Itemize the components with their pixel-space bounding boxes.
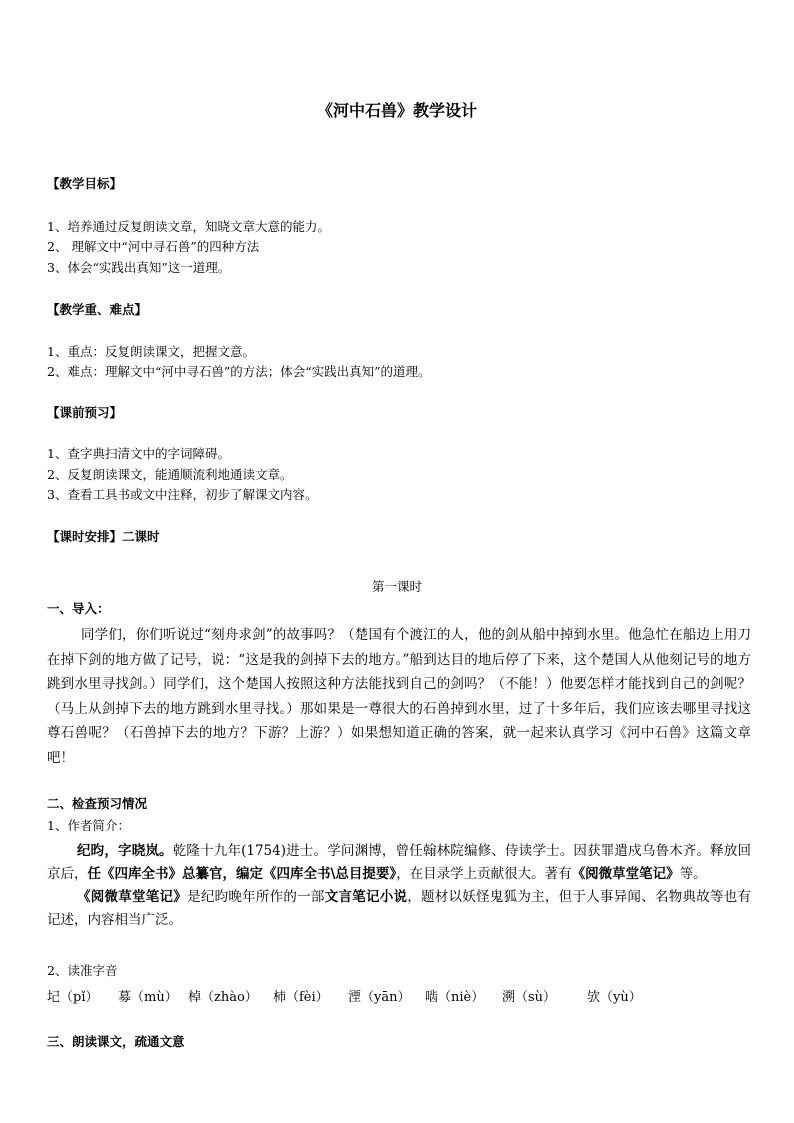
author-paragraph-2 <box>47 886 751 932</box>
key-points-heading: 【教学重、难点】 <box>47 302 148 317</box>
pinyin-item-2: 募（mù） <box>118 990 178 1005</box>
pinyin-item-1: 圮（pǐ） <box>47 990 99 1005</box>
author-label: 1、作者简介： <box>47 818 130 833</box>
pinyin-item-6: 啮（niè） <box>425 990 485 1005</box>
key-points-item-1: 1、重点：反复朗读课文，把握文意。 <box>47 344 255 359</box>
pinyin-item-3: 棹（zhào） <box>188 990 258 1005</box>
book-genre: 文言笔记小说 <box>324 889 408 905</box>
book-text-a: 是纪昀晚年所作的一部 <box>187 889 325 905</box>
pinyin-item-7: 溯（sù） <box>502 990 557 1005</box>
author-text-a: 乾隆十九年(1754)进士。学问渊博，曾任翰林院编修、侍读学士。因获罪遣戍乌鲁木齐。释放回京后， <box>47 843 751 882</box>
pinyin-item-5: 湮（yān） <box>348 990 411 1005</box>
intro-heading: 一、导入： <box>47 601 110 616</box>
author-bold-a: 任《四库全书》总纂官，编定《四库全书\总目提要》 <box>87 866 397 882</box>
pinyin-label: 2、读准字音 <box>47 963 118 978</box>
goals-item-2: 2、 理解文中“河中寻石兽”的四种方法 <box>47 239 260 254</box>
author-text-c: 等。 <box>679 866 707 882</box>
preview-item-3: 3、查看工具书或文中注释，初步了解课文内容。 <box>47 487 318 502</box>
goals-item-3: 3、体会“实践出真知”这一道理。 <box>47 260 231 275</box>
schedule-heading: 【课时安排】二课时 <box>47 529 160 544</box>
reading-heading: 三、朗读课文，疏通文意 <box>47 1034 185 1049</box>
pinyin-item-8: 欤（yù） <box>587 990 642 1005</box>
author-paragraph-1 <box>47 840 751 886</box>
check-heading: 二、检查预习情况 <box>47 796 148 811</box>
author-name: 纪昀，字晓岚。 <box>77 843 173 859</box>
preview-item-2: 2、反复朗读课文，能通顺流利地通读文章。 <box>47 467 293 482</box>
intro-paragraph: 同学们，你们听说过“刻舟求剑”的故事吗？（楚国有个渡江的人，他的剑从船中掉到水里。他急忙在船边上用刀在掉下剑的地方做了记号，说：“这是我的剑掉下去的地方。”船到达目的地后停了下来，这个楚国人从他刻记号的地方跳到水里寻找剑。）同学们，这个楚国人按照这种方法能找到自己的剑吗？（不能！）他要怎样才能找到自己的剑呢？（马上从剑掉下去的地方跳到水里寻找。）那如果是一尊很大的石兽掉到水里，过了十多年后，我们应该去哪里寻找这尊石兽呢？（石兽掉下去的地方？下游？上游？）如果想知道正确的答案，就一起来认真学习《河中石兽》这篇文章吧！ <box>47 627 751 766</box>
book-title: 《阅微草堂笔记》 <box>77 889 188 905</box>
pinyin-item-4: 柿（fèi） <box>273 990 329 1005</box>
goals-item-1: 1、培养通过反复朗读文章，知晓文章大意的能力。 <box>47 219 330 234</box>
lesson-label: 第一课时 <box>371 579 422 594</box>
book-text-b: ，题材以妖怪鬼狐为主，但于人事异闻、名物典故等也有记述，内容相当广泛。 <box>47 889 752 928</box>
author-text-b: ，在目录学上贡献很大。著有 <box>396 866 572 882</box>
page-title: 《河中石兽》教学设计 <box>316 101 477 120</box>
preview-item-1: 1、查字典扫清文中的字词障碍。 <box>47 446 230 461</box>
key-points-item-2: 2、难点：理解文中“河中寻石兽”的方法；体会“实践出真知”的道理。 <box>47 364 431 379</box>
preview-heading: 【课前预习】 <box>47 405 123 420</box>
goals-heading: 【教学目标】 <box>47 176 123 191</box>
author-bold-b: 《阅微草堂笔记》 <box>571 866 680 882</box>
